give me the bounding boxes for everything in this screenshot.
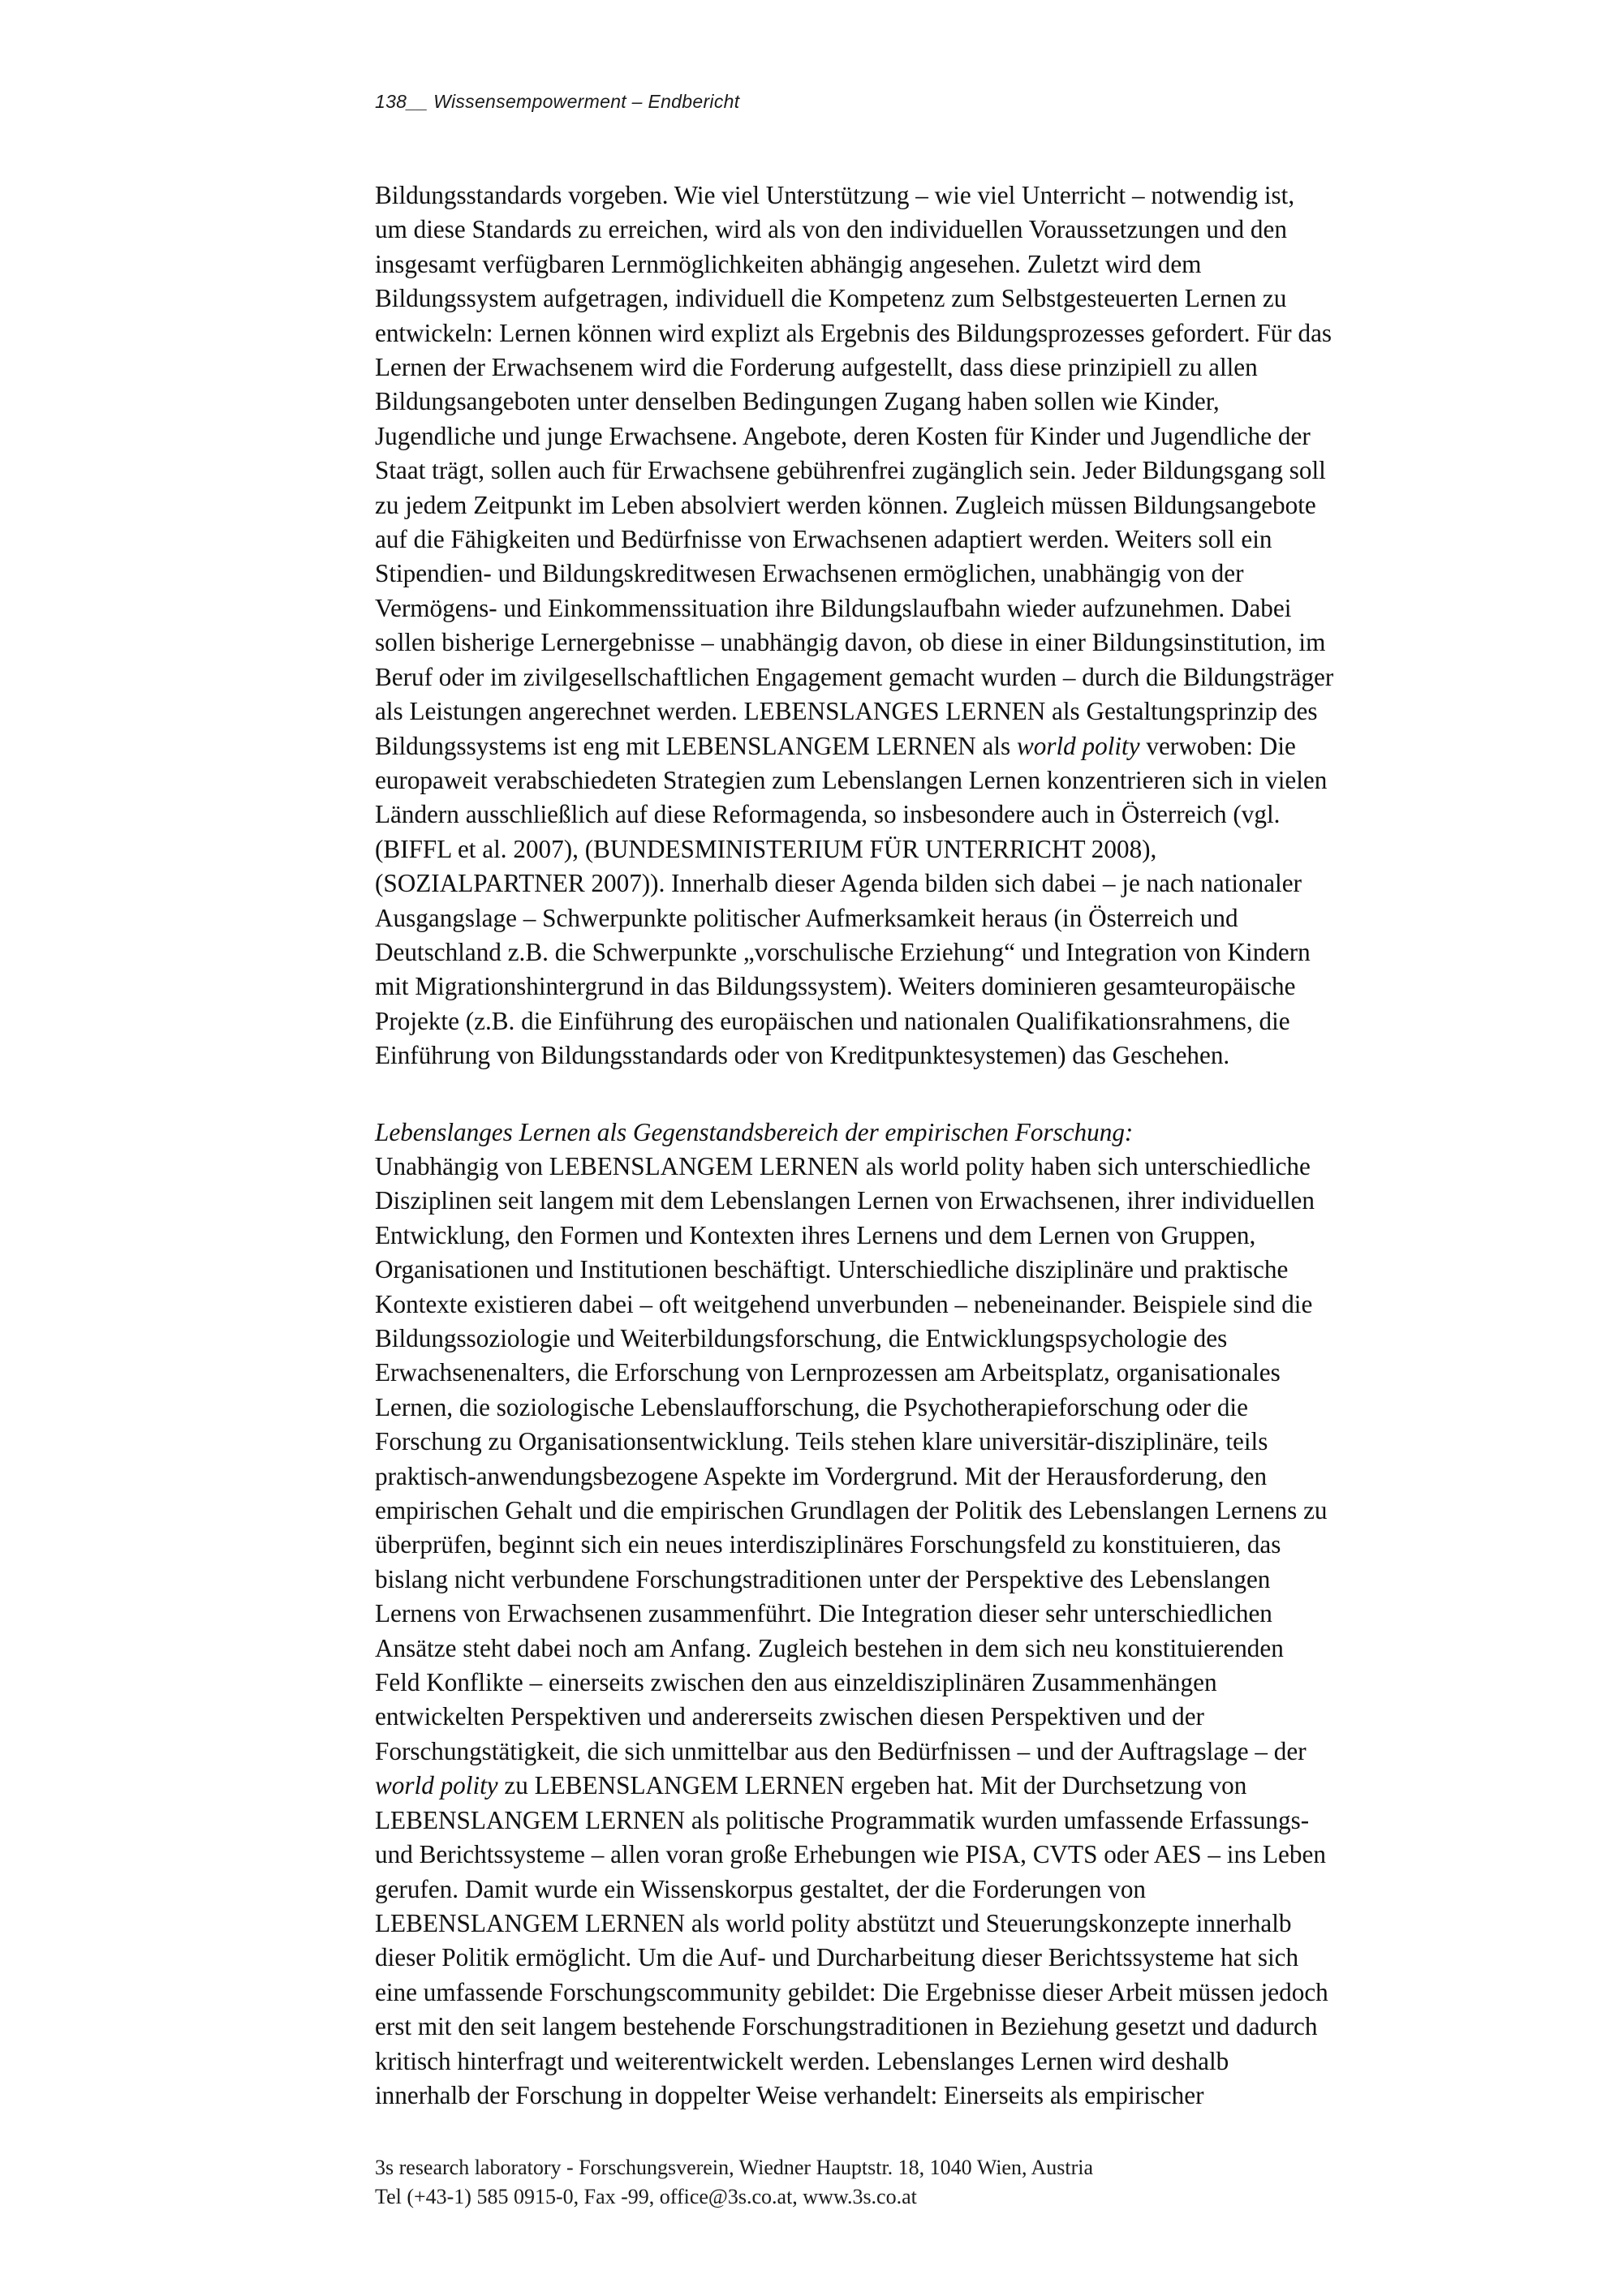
text-line: Bildungssoziologie und Weiterbildungsforschung, die Entwicklungspsychologie des [375, 1324, 1228, 1352]
text-line: Ausgangslage – Schwerpunkte politischer Aufmerksamkeit heraus (in Österreich und [375, 903, 1238, 932]
text-line: Unabhängig von LEBENSLANGEM LERNEN als world polity haben sich unterschiedliche [375, 1151, 1311, 1180]
text-line: Ländern ausschließlich auf diese Reformagenda, so insbesondere auch in Österreich (vgl. [375, 800, 1281, 829]
text-line: Forschung zu Organisationsentwicklung. Teils stehen klare universitär-disziplinäre, teils [375, 1427, 1268, 1456]
text-line: gerufen. Damit wurde ein Wissenskorpus gestaltet, der die Forderungen von [375, 1874, 1147, 1903]
text-line: Staat trägt, sollen auch für Erwachsene gebührenfrei zugänglich sein. Jeder Bildungsgang soll [375, 456, 1326, 485]
text-line: Vermögens- und Einkommenssituation ihre Bildungslaufbahn wieder aufzunehmen. Dabei [375, 593, 1292, 622]
text-line: Bildungssystem aufgetragen, individuell die Kompetenz zum Selbstgesteuerten Lernen zu [375, 284, 1287, 313]
text-line: empirischen Gehalt und die empirischen Grundlagen der Politik des Lebenslangen Lernens zu [375, 1496, 1328, 1525]
text-line: mit Migrationshintergrund in das Bildungssystem). Weiters dominieren gesamteuropäische [375, 972, 1296, 1001]
text-line: entwickelten Perspektiven und andererseits zwischen diesen Perspektiven und der [375, 1702, 1204, 1731]
text-line: Jugendliche und junge Erwachsene. Angebote, deren Kosten für Kinder und Jugendliche der [375, 421, 1311, 450]
text-line: auf die Fähigkeiten und Bedürfnisse von Erwachsenen adaptiert werden. Weiters soll ein [375, 525, 1272, 554]
text-line: Bildungsstandards vorgeben. Wie viel Unterstützung – wie viel Unterricht – notwendig ist, [375, 181, 1295, 209]
text-line: zu jedem Zeitpunkt im Leben absolviert werden können. Zugleich müssen Bildungsangebote [375, 490, 1316, 519]
section-heading [375, 1116, 1479, 1150]
text-line: Lernen der Erwachsenem wird die Forderung aufgestellt, dass diese prinzipiell zu allen [375, 353, 1258, 382]
text-line: Feld Konflikte – einerseits zwischen den aus einzeldisziplinären Zusammenhängen [375, 1668, 1217, 1697]
text-line: Organisationen und Institutionen beschäftigt. Unterschiedliche disziplinäre und praktische [375, 1255, 1289, 1284]
text-line: (SOZIALPARTNER 2007)). Innerhalb dieser Agenda bilden sich dabei – je nach nationaler [375, 869, 1302, 898]
text-line: erst mit den seit langem bestehende Forschungstraditionen in Beziehung gesetzt und dadurch [375, 2012, 1318, 2041]
text-line: entwickeln: Lernen können wird explizt als Ergebnis des Bildungsprozesses gefordert. Für das [375, 318, 1332, 347]
text-line: als Leistungen angerechnet werden. LEBENSLANGES LERNEN als Gestaltungsprinzip des [375, 697, 1318, 726]
text-line: Erwachsenenalters, die Erforschung von Lernprozessen am Arbeitsplatz, organisationales [375, 1358, 1281, 1387]
text-line: Lernen, die soziologische Lebenslaufforschung, die Psychotherapieforschung oder die [375, 1392, 1248, 1421]
text-line: Projekte (z.B. die Einführung des europäischen und nationalen Qualifikationsrahmens, die [375, 1006, 1290, 1035]
text-line: praktisch-anwendungsbezogene Aspekte im Vordergrund. Mit der Herausforderung, den [375, 1461, 1268, 1490]
section-heading-text: Lebenslanges Lernen als Gegenstandsbereich der empirischen Forschung: [375, 1117, 1134, 1146]
text-line: innerhalb der Forschung in doppelter Weise verhandelt: Einerseits als empirischer [375, 2080, 1204, 2109]
text-line: (BIFFL et al. 2007), (BUNDESMINISTERIUM FÜR UNTERRICHT 2008), [375, 834, 1157, 863]
text-line: LEBENSLANGEM LERNEN als world polity abstützt und Steuerungskonzepte innerhalb [375, 1908, 1292, 1937]
text-line: sollen bisherige Lernergebnisse – unabhängig davon, ob diese in einer Bildungsinstitution, im [375, 628, 1326, 657]
text-line: bislang nicht verbundene Forschungstraditionen unter der Perspektive des Lebenslangen [375, 1564, 1271, 1593]
text-line: und Berichtssysteme – allen voran große Erhebungen wie PISA, CVTS oder AES – ins Leben [375, 1840, 1326, 1869]
text-line: Forschungstätigkeit, die sich unmittelbar aus den Bedürfnissen – und der Auftragslage – der [375, 1736, 1307, 1765]
text-line: Lernens von Erwachsenen zusammenführt. Die Integration dieser sehr unterschiedlichen [375, 1599, 1272, 1628]
italic-term: world polity [1016, 731, 1140, 760]
paragraph-1 [375, 178, 1479, 1073]
text-line: dieser Politik ermöglicht. Um die Auf- und Durcharbeitung dieser Berichtssysteme hat sich [375, 1943, 1299, 1972]
text-line: überprüfen, beginnt sich ein neues interdisziplinäres Forschungsfeld zu konstituieren, das [375, 1530, 1281, 1559]
text-line: LEBENSLANGEM LERNEN als politische Programmatik wurden umfassende Erfassungs- [375, 1805, 1310, 1834]
running-header: 138__ Wissensempowerment – Endbericht [375, 91, 740, 112]
text-line: Kontexte existieren dabei – oft weitgehend unverbunden – nebeneinander. Beispiele sind die [375, 1289, 1313, 1318]
footer-contact: Tel (+43-1) 585 0915-0, Fax -99, office@3s.co.at, www.3s.co.at [375, 2185, 917, 2208]
italic-term: world polity [375, 1771, 498, 1800]
text-line: europaweit verabschiedeten Strategien zum Lebenslangen Lernen konzentrieren sich in vielen [375, 765, 1328, 794]
page-footer [375, 2153, 1349, 2212]
text-line: kritisch hinterfragt und weiterentwickelt werden. Lebenslanges Lernen wird deshalb [375, 2046, 1229, 2075]
text-line: Deutschland z.B. die Schwerpunkte „vorschulische Erziehung“ und Integration von Kindern [375, 937, 1311, 966]
text-line: Bildungsangeboten unter denselben Bedingungen Zugang haben sollen wie Kinder, [375, 387, 1220, 416]
text-line: eine umfassende Forschungscommunity gebildet: Die Ergebnisse dieser Arbeit müssen jedoch [375, 1977, 1328, 2006]
text-line: world polity zu LEBENSLANGEM LERNEN ergeben hat. Mit der Durchsetzung von [375, 1771, 1247, 1800]
text-line: insgesamt verfügbaren Lernmöglichkeiten abhängig angesehen. Zuletzt wird dem [375, 249, 1202, 278]
paragraph-2 [375, 1150, 1479, 2113]
text-line: Disziplinen seit langem mit dem Lebenslangen Lernen von Erwachsenen, ihrer individuellen [375, 1186, 1315, 1215]
text-line: Bildungssystems ist eng mit LEBENSLANGEM LERNEN als world polity verwoben: Die [375, 731, 1296, 760]
text-line: um diese Standards zu erreichen, wird als von den individuellen Voraussetzungen und den [375, 215, 1287, 244]
text-line: Einführung von Bildungsstandards oder von Kreditpunktesystemen) das Geschehen. [375, 1041, 1230, 1070]
text-line: Beruf oder im zivilgesellschaftlichen Engagement gemacht wurden – durch die Bildungsträger [375, 662, 1334, 691]
text-line: Ansätze steht dabei noch am Anfang. Zugleich bestehen in dem sich neu konstituierenden [375, 1633, 1284, 1662]
text-line: Entwicklung, den Formen und Kontexten ihres Lernens und dem Lernen von Gruppen, [375, 1220, 1256, 1249]
body-text [375, 178, 1479, 2113]
footer-address: 3s research laboratory - Forschungsverein, Wiedner Hauptstr. 18, 1040 Wien, Austria [375, 2156, 1094, 2179]
text-line: Stipendien- und Bildungskreditwesen Erwachsenen ermöglichen, unabhängig von der [375, 559, 1244, 588]
